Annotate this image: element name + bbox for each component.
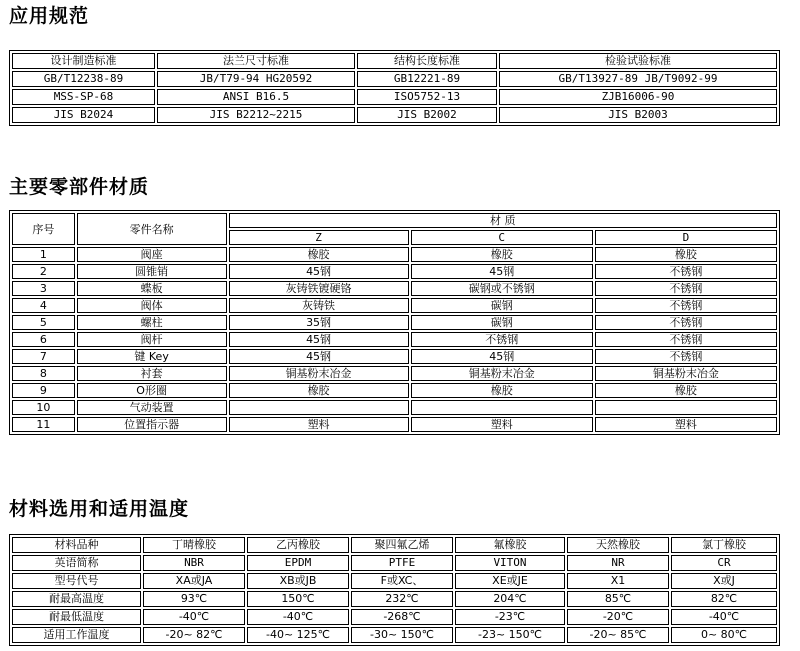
standards-header-cell: 结构长度标准 — [357, 53, 497, 69]
materials-cell: 35钢 — [229, 315, 409, 330]
materials-header-material: 材 质 — [229, 213, 778, 228]
standards-row — [12, 89, 777, 105]
materials-cell: 碳钢或不锈钢 — [411, 281, 593, 296]
temps-cell: VITON — [455, 555, 565, 571]
temps-cell: XE或JE — [455, 573, 565, 589]
materials-cell: 2 — [12, 264, 75, 279]
standards-table — [9, 50, 780, 126]
materials-row — [12, 298, 777, 313]
materials-cell: 10 — [12, 400, 75, 415]
materials-cell: 45钢 — [229, 332, 409, 347]
materials-cell — [595, 400, 777, 415]
materials-cell: 蝶板 — [77, 281, 227, 296]
temps-cell: -20~ 82℃ — [143, 627, 245, 643]
standards-cell: JB/T79-94 HG20592 — [157, 71, 355, 87]
materials-header-no: 序号 — [12, 213, 75, 245]
materials-cell: O形圈 — [77, 383, 227, 398]
materials-cell: 橡胶 — [595, 383, 777, 398]
materials-cell: 不锈钢 — [595, 349, 777, 364]
temps-cell: -40℃ — [143, 609, 245, 625]
materials-cell: 阀体 — [77, 298, 227, 313]
materials-section-title: 主要零部件材质 — [9, 176, 150, 198]
materials-cell — [229, 400, 409, 415]
standards-row — [12, 71, 777, 87]
materials-cell: 铜基粉末冶金 — [411, 366, 593, 381]
materials-cell: 塑料 — [411, 417, 593, 432]
temps-row — [12, 627, 777, 643]
temps-cell: X或J — [671, 573, 777, 589]
materials-cell: 橡胶 — [229, 247, 409, 262]
materials-cell: 5 — [12, 315, 75, 330]
materials-row — [12, 349, 777, 364]
materials-cell: 6 — [12, 332, 75, 347]
materials-subheader-cell: Z — [229, 230, 409, 245]
temps-cell: -268℃ — [351, 609, 453, 625]
materials-cell: 橡胶 — [229, 383, 409, 398]
standards-cell: ANSI B16.5 — [157, 89, 355, 105]
standards-cell: ISO5752-13 — [357, 89, 497, 105]
materials-row — [12, 400, 777, 415]
materials-row — [12, 281, 777, 296]
materials-cell: 9 — [12, 383, 75, 398]
standards-cell: JIS B2003 — [499, 107, 777, 123]
temps-cell: XB或JB — [247, 573, 349, 589]
materials-cell: 不锈钢 — [595, 264, 777, 279]
temps-row — [12, 591, 777, 607]
temps-cell: 93℃ — [143, 591, 245, 607]
materials-cell: 铜基粉末冶金 — [595, 366, 777, 381]
temps-cell: 天然橡胶 — [567, 537, 669, 553]
temps-section-title: 材料选用和适用温度 — [9, 498, 190, 520]
temps-cell: XA或JA — [143, 573, 245, 589]
temps-cell: 85℃ — [567, 591, 669, 607]
standards-cell: ZJB16006-90 — [499, 89, 777, 105]
materials-row — [12, 417, 777, 432]
materials-cell: 碳钢 — [411, 315, 593, 330]
materials-row — [12, 315, 777, 330]
materials-cell: 灰铸铁 — [229, 298, 409, 313]
materials-cell: 碳钢 — [411, 298, 593, 313]
materials-cell: 键 Key — [77, 349, 227, 364]
materials-cell — [411, 400, 593, 415]
temps-cell: -40℃ — [247, 609, 349, 625]
temps-cell: X1 — [567, 573, 669, 589]
materials-cell: 1 — [12, 247, 75, 262]
standards-row — [12, 107, 777, 123]
temps-cell: 乙丙橡胶 — [247, 537, 349, 553]
materials-cell: 45钢 — [411, 349, 593, 364]
materials-cell: 阀座 — [77, 247, 227, 262]
temps-cell: F或XC、 — [351, 573, 453, 589]
standards-cell: JIS B2024 — [12, 107, 155, 123]
materials-row — [12, 383, 777, 398]
standards-cell: GB12221-89 — [357, 71, 497, 87]
materials-row — [12, 264, 777, 279]
temps-row — [12, 573, 777, 589]
standards-cell: GB/T13927-89 JB/T9092-99 — [499, 71, 777, 87]
temps-label-cell: 型号代号 — [12, 573, 141, 589]
standards-section-title: 应用规范 — [9, 5, 90, 27]
temps-cell: -40℃ — [671, 609, 777, 625]
temps-label-cell: 耐最高温度 — [12, 591, 141, 607]
materials-cell: 3 — [12, 281, 75, 296]
materials-cell: 螺柱 — [77, 315, 227, 330]
materials-cell: 8 — [12, 366, 75, 381]
temps-cell: NR — [567, 555, 669, 571]
materials-subheader-cell: D — [595, 230, 777, 245]
temps-label-cell: 适用工作温度 — [12, 627, 141, 643]
materials-row — [12, 366, 777, 381]
standards-header-cell: 法兰尺寸标准 — [157, 53, 355, 69]
materials-row — [12, 332, 777, 347]
materials-cell: 不锈钢 — [595, 332, 777, 347]
temps-cell: 204℃ — [455, 591, 565, 607]
temps-row — [12, 537, 777, 553]
temps-label-cell: 材料品种 — [12, 537, 141, 553]
materials-cell: 不锈钢 — [595, 298, 777, 313]
temps-row — [12, 555, 777, 571]
temps-cell: NBR — [143, 555, 245, 571]
materials-cell: 45钢 — [411, 264, 593, 279]
materials-cell: 不锈钢 — [595, 281, 777, 296]
temps-cell: CR — [671, 555, 777, 571]
materials-cell: 铜基粉末冶金 — [229, 366, 409, 381]
materials-cell: 位置指示器 — [77, 417, 227, 432]
temps-cell: -20℃ — [567, 609, 669, 625]
materials-subheader-cell: C — [411, 230, 593, 245]
standards-header-cell: 设计制造标准 — [12, 53, 155, 69]
temps-cell: -30~ 150℃ — [351, 627, 453, 643]
materials-cell: 4 — [12, 298, 75, 313]
temps-row — [12, 609, 777, 625]
materials-cell: 橡胶 — [595, 247, 777, 262]
materials-header-part: 零件名称 — [77, 213, 227, 245]
materials-cell: 11 — [12, 417, 75, 432]
standards-cell: JIS B2212~2215 — [157, 107, 355, 123]
temps-cell: -40~ 125℃ — [247, 627, 349, 643]
standards-cell: JIS B2002 — [357, 107, 497, 123]
materials-cell: 橡胶 — [411, 247, 593, 262]
temps-label-cell: 耐最低温度 — [12, 609, 141, 625]
temps-cell: 氟橡胶 — [455, 537, 565, 553]
temps-cell: 150℃ — [247, 591, 349, 607]
materials-cell: 灰铸铁镀硬铬 — [229, 281, 409, 296]
temps-cell: 82℃ — [671, 591, 777, 607]
materials-cell: 塑料 — [595, 417, 777, 432]
temps-cell: -23~ 150℃ — [455, 627, 565, 643]
materials-cell: 橡胶 — [411, 383, 593, 398]
temps-cell: EPDM — [247, 555, 349, 571]
temps-cell: 聚四氟乙烯 — [351, 537, 453, 553]
temps-table — [9, 534, 780, 646]
materials-cell: 塑料 — [229, 417, 409, 432]
standards-header-row — [12, 53, 777, 69]
materials-cell: 7 — [12, 349, 75, 364]
temps-cell: 丁晴橡胶 — [143, 537, 245, 553]
materials-table — [9, 210, 780, 435]
materials-cell: 45钢 — [229, 349, 409, 364]
materials-cell: 衬套 — [77, 366, 227, 381]
materials-cell: 阀杆 — [77, 332, 227, 347]
standards-cell: MSS-SP-68 — [12, 89, 155, 105]
temps-cell: PTFE — [351, 555, 453, 571]
materials-cell: 气动装置 — [77, 400, 227, 415]
materials-cell: 不锈钢 — [595, 315, 777, 330]
materials-row — [12, 247, 777, 262]
standards-header-cell: 检验试验标准 — [499, 53, 777, 69]
temps-cell: 232℃ — [351, 591, 453, 607]
temps-cell: 氯丁橡胶 — [671, 537, 777, 553]
temps-cell: -23℃ — [455, 609, 565, 625]
temps-label-cell: 英语简称 — [12, 555, 141, 571]
temps-cell: 0~ 80℃ — [671, 627, 777, 643]
materials-cell: 不锈钢 — [411, 332, 593, 347]
materials-header-row — [12, 213, 777, 228]
standards-cell: GB/T12238-89 — [12, 71, 155, 87]
materials-cell: 45钢 — [229, 264, 409, 279]
temps-cell: -20~ 85℃ — [567, 627, 669, 643]
materials-cell: 圆锥销 — [77, 264, 227, 279]
